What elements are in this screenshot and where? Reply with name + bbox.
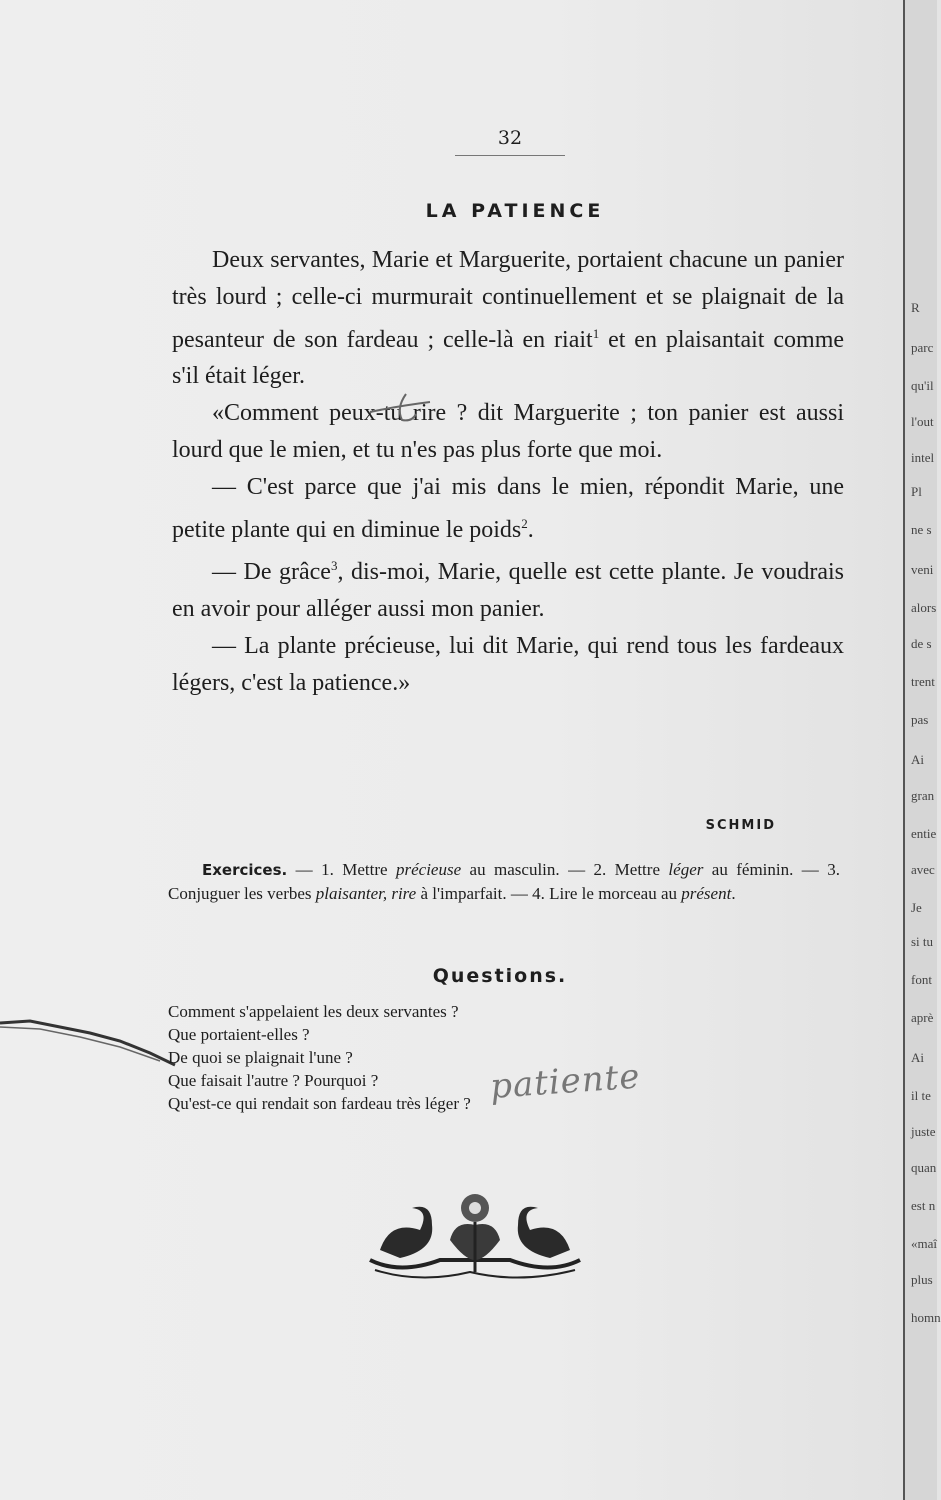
story-paragraph: — De grâce$^3$, dis-moi, Marie, quelle est cette plante. Je voudrais en avoir pour alléger aussi mon panier. <box>172 558 844 623</box>
exercises-label: Exercices. <box>202 861 288 879</box>
story-paragraph: — La plante précieuse, lui dit Marie, qui rend tous les fardeaux légers, c'est la patience.» <box>172 632 844 696</box>
question-item: Que faisait l'autre ? Pourquoi ? <box>168 1071 379 1090</box>
adjacent-page-edge: R parc qu'il l'out intel Pl ne s veni alors de s trent pas Ai gran entie avec Je si tu font aprè Ai il te juste quan est n «maî plus homn <box>903 0 937 1500</box>
question-item: De quoi se plaignait l'une ? <box>168 1048 353 1067</box>
questions-heading: Questions. <box>432 965 568 987</box>
chapter-title: LA PATIENCE <box>425 200 605 222</box>
exercises-block: Exercices. — 1. Mettre précieuse au masculin. — 2. Mettre léger au féminin. — 3. Conjuguer les verbes plaisanter, rire à l'imparfait. — 4. Lire le morceau au présent. <box>168 860 840 903</box>
story-text <box>172 242 844 702</box>
author-name: SCHMID <box>705 818 776 833</box>
footnote-ref: 2 <box>521 515 528 531</box>
handwritten-note: patiente <box>488 1056 642 1107</box>
question-item: Que portaient-elles ? <box>168 1025 310 1044</box>
question-item: Comment s'appelaient les deux servantes ? <box>168 1002 459 1021</box>
footnote-ref: 3 <box>330 558 338 574</box>
story-paragraph: «Comment peux-tu rire ? dit Marguerite ; ton panier est aussi lourd que le mien, et tu n'es pas plus forte que moi. <box>172 400 844 463</box>
swan-flower-ornament-icon <box>360 1180 590 1290</box>
page-number: 32 <box>455 127 565 156</box>
story-paragraph: — C'est parce que j'ai mis dans le mien, répondit Marie, une petite plante qui en diminue le poids$^2$. <box>172 473 844 543</box>
story-paragraph: Deux servantes, Marie et Marguerite, portaient chacune un panier très lourd ; celle-ci murmurait continuellement et se plaignait de la pesanteur de son fardeau ; celle-là en riait$^1$ et en plaisantait comme s'il était léger. <box>172 247 845 390</box>
footnote-ref: 1 <box>592 325 600 341</box>
pen-mark-icon <box>368 388 438 428</box>
torn-paper-edge <box>0 1015 180 1075</box>
question-item: Qu'est-ce qui rendait son fardeau très léger ? <box>168 1094 471 1113</box>
